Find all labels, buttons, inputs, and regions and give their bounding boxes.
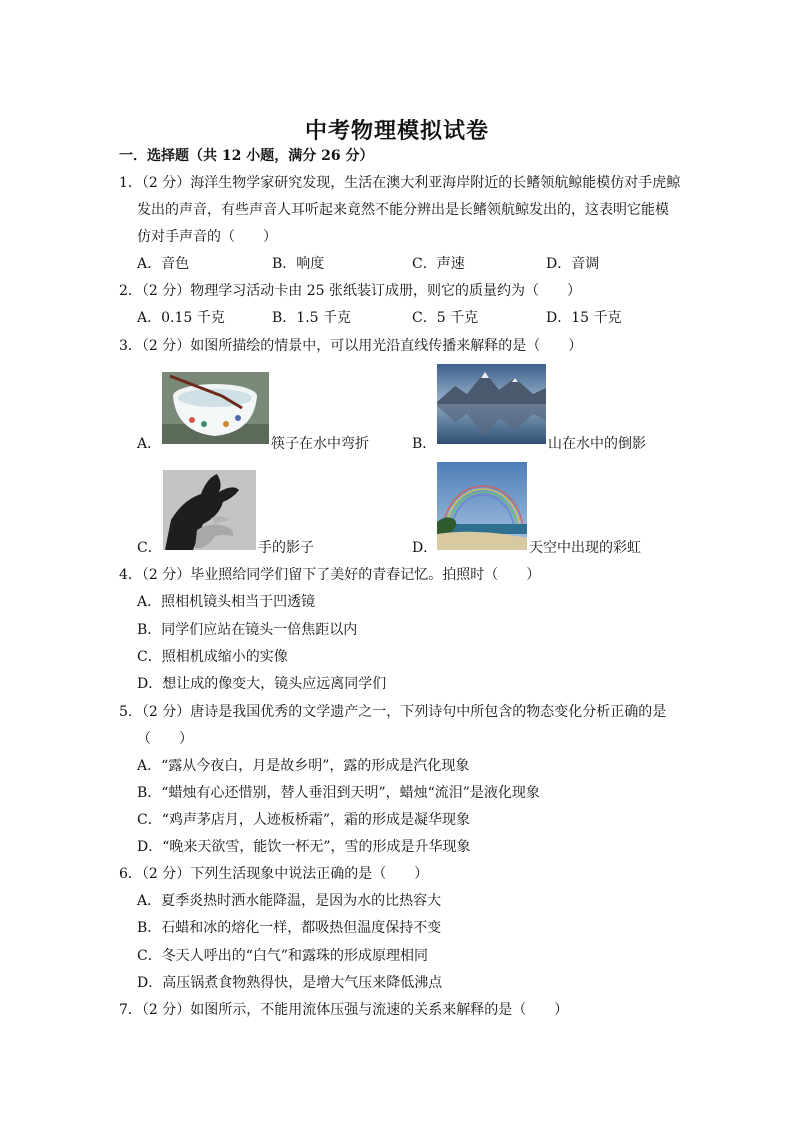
question-4-option-c: C．照相机成缩小的实像	[137, 649, 288, 665]
question-5-option-b: B．“蜡烛有心还惜别，替人垂泪到天明”，蜡烛“流泪”是液化现象	[137, 785, 540, 801]
question-3-option-d-caption: 天空中出现的彩虹	[529, 540, 641, 556]
question-3-stem: 3．（2 分）如图所描绘的情景中，可以用光沿直线传播来解释的是（ ）	[119, 338, 583, 354]
question-3-option-b-label: B．	[412, 436, 437, 452]
hand-shadow-image	[163, 470, 256, 550]
question-6-option-a: A．夏季炎热时洒水能降温，是因为水的比热容大	[137, 893, 442, 909]
page-title: 中考物理模拟试卷	[304, 118, 489, 144]
question-2-option-c: C．5 千克	[412, 310, 479, 326]
question-6-option-b: B．石蜡和冰的熔化一样，都吸热但温度保持不变	[137, 920, 442, 936]
question-7-stem: 7．（2 分）如图所示，不能用流体压强与流速的关系来解释的是（ ）	[119, 1002, 569, 1018]
question-3-option-a-label: A．	[137, 436, 162, 452]
question-2-stem: 2．（2 分）物理学习活动卡由 25 张纸装订成册，则它的质量约为（ ）	[119, 283, 581, 299]
question-3-option-a-caption: 筷子在水中弯折	[271, 436, 369, 452]
bowl-chopstick-image	[162, 372, 269, 444]
question-1-stem-end: 仿对手声音的（ ）	[137, 229, 277, 245]
question-5-stem: 5．（2 分）唐诗是我国优秀的文学遗产之一，下列诗句中所包含的物态变化分析正确的是	[119, 704, 667, 720]
question-2-option-d: D．15 千克	[546, 310, 622, 326]
question-6-option-c: C．冬天人呼出的“白气”和露珠的形成原理相同	[137, 948, 429, 964]
question-1-option-b: B．响度	[272, 256, 325, 272]
question-4-stem: 4．（2 分）毕业照给同学们留下了美好的青春记忆。拍照时（ ）	[119, 567, 541, 583]
question-1-stem: 1．（2 分）海洋生物学家研究发现，生活在澳大利亚海岸附近的长鳍领航鲸能模仿对手虎鲸	[119, 175, 681, 191]
mountain-reflection-image	[437, 364, 546, 444]
question-3-option-c-label: C．	[137, 540, 162, 556]
question-1-stem-cont: 发出的声音，有些声音人耳听起来竟然不能分辨出是长鳍领航鲸发出的，这表明它能模	[137, 202, 669, 218]
question-5-option-c: C．“鸡声茅店月，人迹板桥霜”，霜的形成是凝华现象	[137, 812, 471, 828]
question-1-option-d: D．音调	[546, 256, 600, 272]
question-6-option-d: D．高压锅煮食物熟得快，是增大气压来降低沸点	[137, 975, 443, 991]
question-5-option-d: D．“晚来天欲雪，能饮一杯无”，雪的形成是升华现象	[137, 839, 471, 855]
question-1-option-a: A．音色	[137, 256, 190, 272]
question-2-option-b: B．1.5 千克	[272, 310, 352, 326]
question-1-option-c: C．声速	[412, 256, 465, 272]
question-6-stem: 6．（2 分）下列生活现象中说法正确的是（ ）	[119, 866, 429, 882]
section-heading: 一．选择题（共 12 小题，满分 26 分）	[119, 148, 374, 164]
question-2-option-a: A．0.15 千克	[137, 310, 225, 326]
question-4-option-a: A．照相机镜头相当于凹透镜	[137, 594, 316, 610]
question-3-option-d-label: D．	[412, 540, 438, 556]
question-3-option-c-caption: 手的影子	[258, 540, 314, 556]
question-5-stem-end: （ ）	[137, 731, 193, 747]
question-4-option-b: B．同学们应站在镜头一倍焦距以内	[137, 622, 358, 638]
rainbow-image	[437, 462, 527, 550]
question-5-option-a: A．“露从今夜白，月是故乡明”，露的形成是汽化现象	[137, 758, 470, 774]
question-3-option-b-caption: 山在水中的倒影	[548, 436, 646, 452]
question-4-option-d: D．想让成的像变大，镜头应远离同学们	[137, 676, 387, 692]
